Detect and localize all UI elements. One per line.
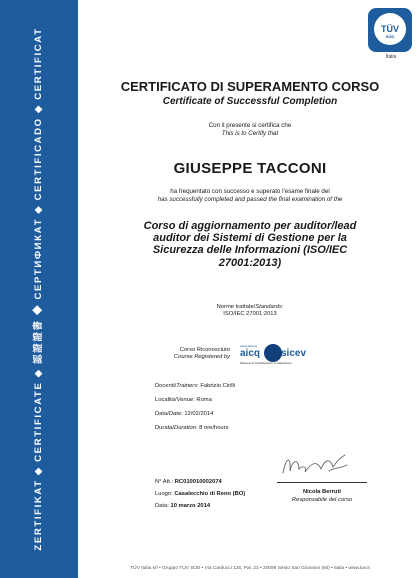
- standards-value: ISO/IEC 27001:2013: [223, 311, 277, 318]
- issue-place: Luogo: Casalecchio di Reno (BO): [155, 491, 246, 497]
- certify-statement: [90, 122, 410, 137]
- tuv-logo-brand: TÜV: [381, 24, 399, 34]
- attended-statement: [90, 188, 410, 203]
- detail-venue: Località/Venue: Roma: [155, 397, 212, 403]
- attended-it: ha frequentato con successo e superato l'esame finale del: [170, 188, 330, 195]
- recognized-en: Course Registered by: [173, 354, 230, 361]
- tuv-logo-sub: SÜD: [385, 34, 395, 39]
- tuv-logo-badge: [368, 8, 412, 52]
- side-band: [0, 0, 78, 578]
- recipient-name: GIUSEPPE TACCONI: [173, 160, 327, 177]
- course-title: [90, 220, 410, 269]
- side-band-text: ZERTIFIKAT ◆ CERTIFICATE ◆ 認證證書 ◆ СЕРТИФИКАТ ◆ CERTIFICADO ◆ CERTIFICAT: [33, 27, 44, 551]
- certify-en: This is to Certify that: [221, 129, 279, 137]
- course-title-line: auditor dei Sistemi di Gestione per la: [153, 232, 347, 245]
- signatory-name: Nicola Berruti: [302, 489, 341, 495]
- certificate-subtitle: Certificate of Successful Completion: [162, 96, 338, 107]
- certificate-title: CERTIFICATO DI SUPERAMENTO CORSO: [120, 79, 380, 94]
- accreditor-name-a: aicq: [240, 348, 261, 359]
- detail-duration: Durata/Duration: 8 ore/hours: [155, 425, 229, 431]
- certificate-number: N° Att.: RC010010002074: [155, 479, 222, 485]
- recognized-it: Corso Riconosciuto: [179, 347, 230, 353]
- course-title-line: Corso di aggiornamento per auditor/lead: [143, 220, 357, 232]
- aicq-sicev-globe-icon: [264, 344, 282, 362]
- detail-trainers: Docenti/Trainers: Fabrizio Cirilli: [155, 383, 236, 389]
- footer-address: TÜV Italia srl • Gruppo TÜV SÜD • Via Carducci 125, Pal. 23 • 20099 Sesto San Giovanni (Mi) • Italia • www.tuv.it: [130, 566, 370, 571]
- tuv-logo: [368, 8, 414, 60]
- standards-label-it: Norme trattate/: [216, 304, 256, 310]
- tuv-logo-country: Italia: [385, 54, 397, 60]
- standards-label-en: Standards: [255, 304, 282, 310]
- attended-en: has successfully completed and passed the final examination of the: [157, 195, 343, 203]
- handwritten-signature: [277, 451, 367, 479]
- standards-block: Norme trattate/Standards: ISO/IEC 27001:2013: [90, 304, 410, 318]
- recognized-block: [155, 347, 230, 361]
- certify-it: Con il presente si certifica che: [208, 122, 292, 129]
- detail-date: Data/Date: 12/02/2014: [155, 411, 214, 417]
- accreditor-tagline: Sistema di Certificazione e Valutazione: [240, 361, 292, 365]
- accreditor-prefix: associazione: [240, 344, 258, 348]
- accreditor-name-b: sicev: [281, 348, 307, 359]
- aicq-sicev-logo: [238, 343, 308, 367]
- signature-line: [277, 482, 367, 483]
- issue-date: Data: 10 marzo 2014: [155, 503, 211, 509]
- course-title-line: Sicurezza delle Informazioni (ISO/IEC: [152, 244, 348, 257]
- signatory-role: Responsabile del corso: [291, 497, 353, 503]
- course-title-line: 27001:2013): [218, 256, 282, 269]
